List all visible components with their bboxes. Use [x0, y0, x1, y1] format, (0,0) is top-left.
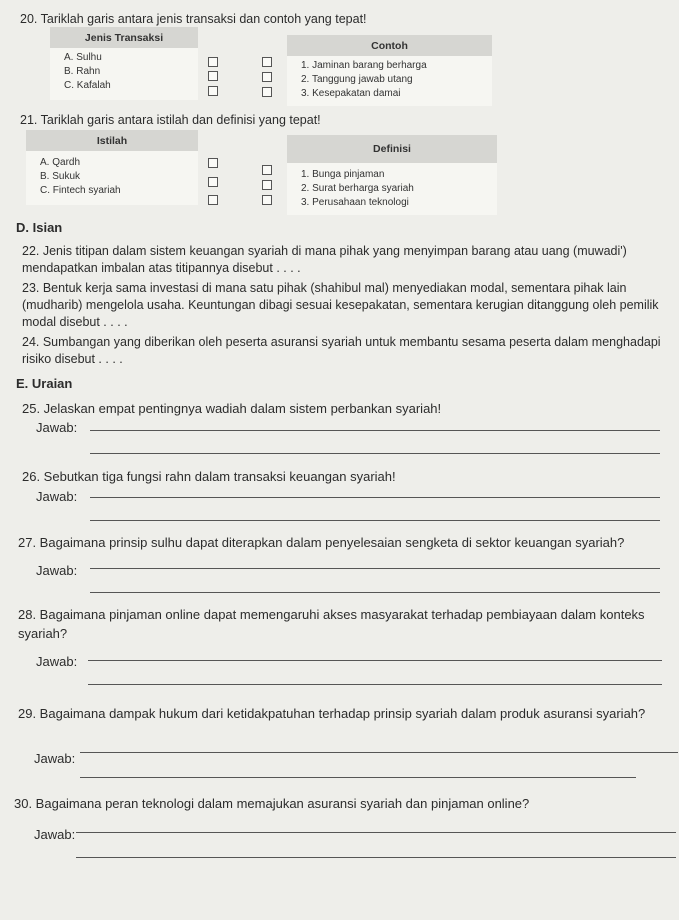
question-23: 23. Bentuk kerja sama investasi di mana satu pihak (shahibul mal) menyediakan modal, sementara pihak lain (mudharib) mengelola usaha. Keuntungan dibagi sesuai kesepakatan, sementara kerugian ditanggung oleh pemilik modal disebut . . . .	[22, 281, 659, 329]
q20-right-item: 3. Kesepakatan damai	[301, 88, 401, 99]
q21-right-item: 3. Perusahaan teknologi	[301, 197, 409, 208]
question-24: 24. Sumbangan yang diberikan oleh peserta asuransi syariah untuk membantu sesama peserta dalam menghadapi risiko disebut . . . .	[22, 335, 661, 366]
q21-right-checkbox[interactable]	[262, 195, 272, 205]
answer-line[interactable]	[90, 568, 660, 569]
q21-right-table	[287, 135, 497, 215]
section-d-heading: D. Isian	[16, 220, 63, 235]
q20-left-checkbox[interactable]	[208, 86, 218, 96]
question-29: 29. Bagaimana dampak hukum dari ketidakpatuhan terhadap prinsip syariah dalam produk asuransi syariah?	[18, 706, 646, 721]
jawab-label: Jawab:	[36, 489, 78, 504]
q21-right-header: Definisi	[287, 135, 497, 163]
question-30: 30. Bagaimana peran teknologi dalam memajukan asuransi syariah dan pinjaman online?	[14, 796, 530, 811]
answer-line[interactable]	[88, 684, 662, 685]
q20-right-checkbox[interactable]	[262, 57, 272, 67]
q20-left-item: A. Sulhu	[64, 52, 102, 63]
answer-line[interactable]	[90, 453, 660, 454]
question-27: 27. Bagaimana prinsip sulhu dapat diterapkan dalam penyelesaian sengketa di sektor keuangan syariah?	[18, 535, 625, 550]
q20-right-checkbox[interactable]	[262, 87, 272, 97]
answer-line[interactable]	[90, 592, 660, 593]
q21-left-table	[26, 130, 198, 205]
q20-right-table	[287, 35, 492, 106]
answer-line[interactable]	[90, 520, 660, 521]
question-22: 22. Jenis titipan dalam sistem keuangan syariah di mana pihak yang menyimpan barang atau uang (muwadi') mendapatkan imbalan atas titipannya disebut . . . .	[22, 244, 627, 275]
q21-left-item: A. Qardh	[40, 157, 81, 168]
q20-left-checkbox[interactable]	[208, 57, 218, 67]
jawab-label: Jawab:	[36, 654, 78, 669]
q20-left-checkbox[interactable]	[208, 71, 218, 81]
question-21: 21. Tariklah garis antara istilah dan definisi yang tepat!	[20, 113, 321, 127]
answer-line[interactable]	[90, 497, 660, 498]
answer-line[interactable]	[80, 752, 678, 753]
q21-left-checkbox[interactable]	[208, 177, 218, 187]
q21-left-item: B. Sukuk	[40, 171, 81, 182]
q21-left-checkbox[interactable]	[208, 158, 218, 168]
q21-right-checkbox[interactable]	[262, 180, 272, 190]
jawab-label: Jawab:	[36, 563, 78, 578]
question-20: 20. Tariklah garis antara jenis transaksi dan contoh yang tepat!	[20, 12, 367, 26]
q21-left-checkbox[interactable]	[208, 195, 218, 205]
answer-line[interactable]	[90, 430, 660, 431]
q21-right-item: 2. Surat berharga syariah	[301, 183, 414, 194]
answer-line[interactable]	[88, 660, 662, 661]
answer-line[interactable]	[76, 857, 676, 858]
q20-right-header: Contoh	[287, 35, 492, 56]
q20-left-header: Jenis Transaksi	[50, 27, 198, 48]
q20-left-item: B. Rahn	[64, 66, 101, 77]
q21-right-checkbox[interactable]	[262, 165, 272, 175]
question-28: 28. Bagaimana pinjaman online dapat memengaruhi akses masyarakat terhadap pembiayaan dalam konteks syariah?	[18, 607, 645, 641]
jawab-label: Jawab:	[34, 827, 76, 842]
jawab-label: Jawab:	[34, 751, 76, 766]
q20-right-item: 1. Jaminan barang berharga	[301, 60, 427, 71]
q21-left-header: Istilah	[26, 130, 198, 151]
q20-right-item: 2. Tanggung jawab utang	[301, 74, 413, 85]
section-e-heading: E. Uraian	[16, 376, 73, 391]
q21-right-item: 1. Bunga pinjaman	[301, 169, 385, 180]
answer-line[interactable]	[76, 832, 676, 833]
q20-left-table	[50, 27, 198, 100]
q20-right-checkbox[interactable]	[262, 72, 272, 82]
q21-left-item: C. Fintech syariah	[40, 185, 121, 196]
answer-line[interactable]	[80, 777, 636, 778]
question-26: 26. Sebutkan tiga fungsi rahn dalam transaksi keuangan syariah!	[22, 469, 396, 484]
jawab-label: Jawab:	[36, 420, 78, 435]
question-25: 25. Jelaskan empat pentingnya wadiah dalam sistem perbankan syariah!	[22, 401, 442, 416]
q20-left-item: C. Kafalah	[64, 80, 111, 91]
